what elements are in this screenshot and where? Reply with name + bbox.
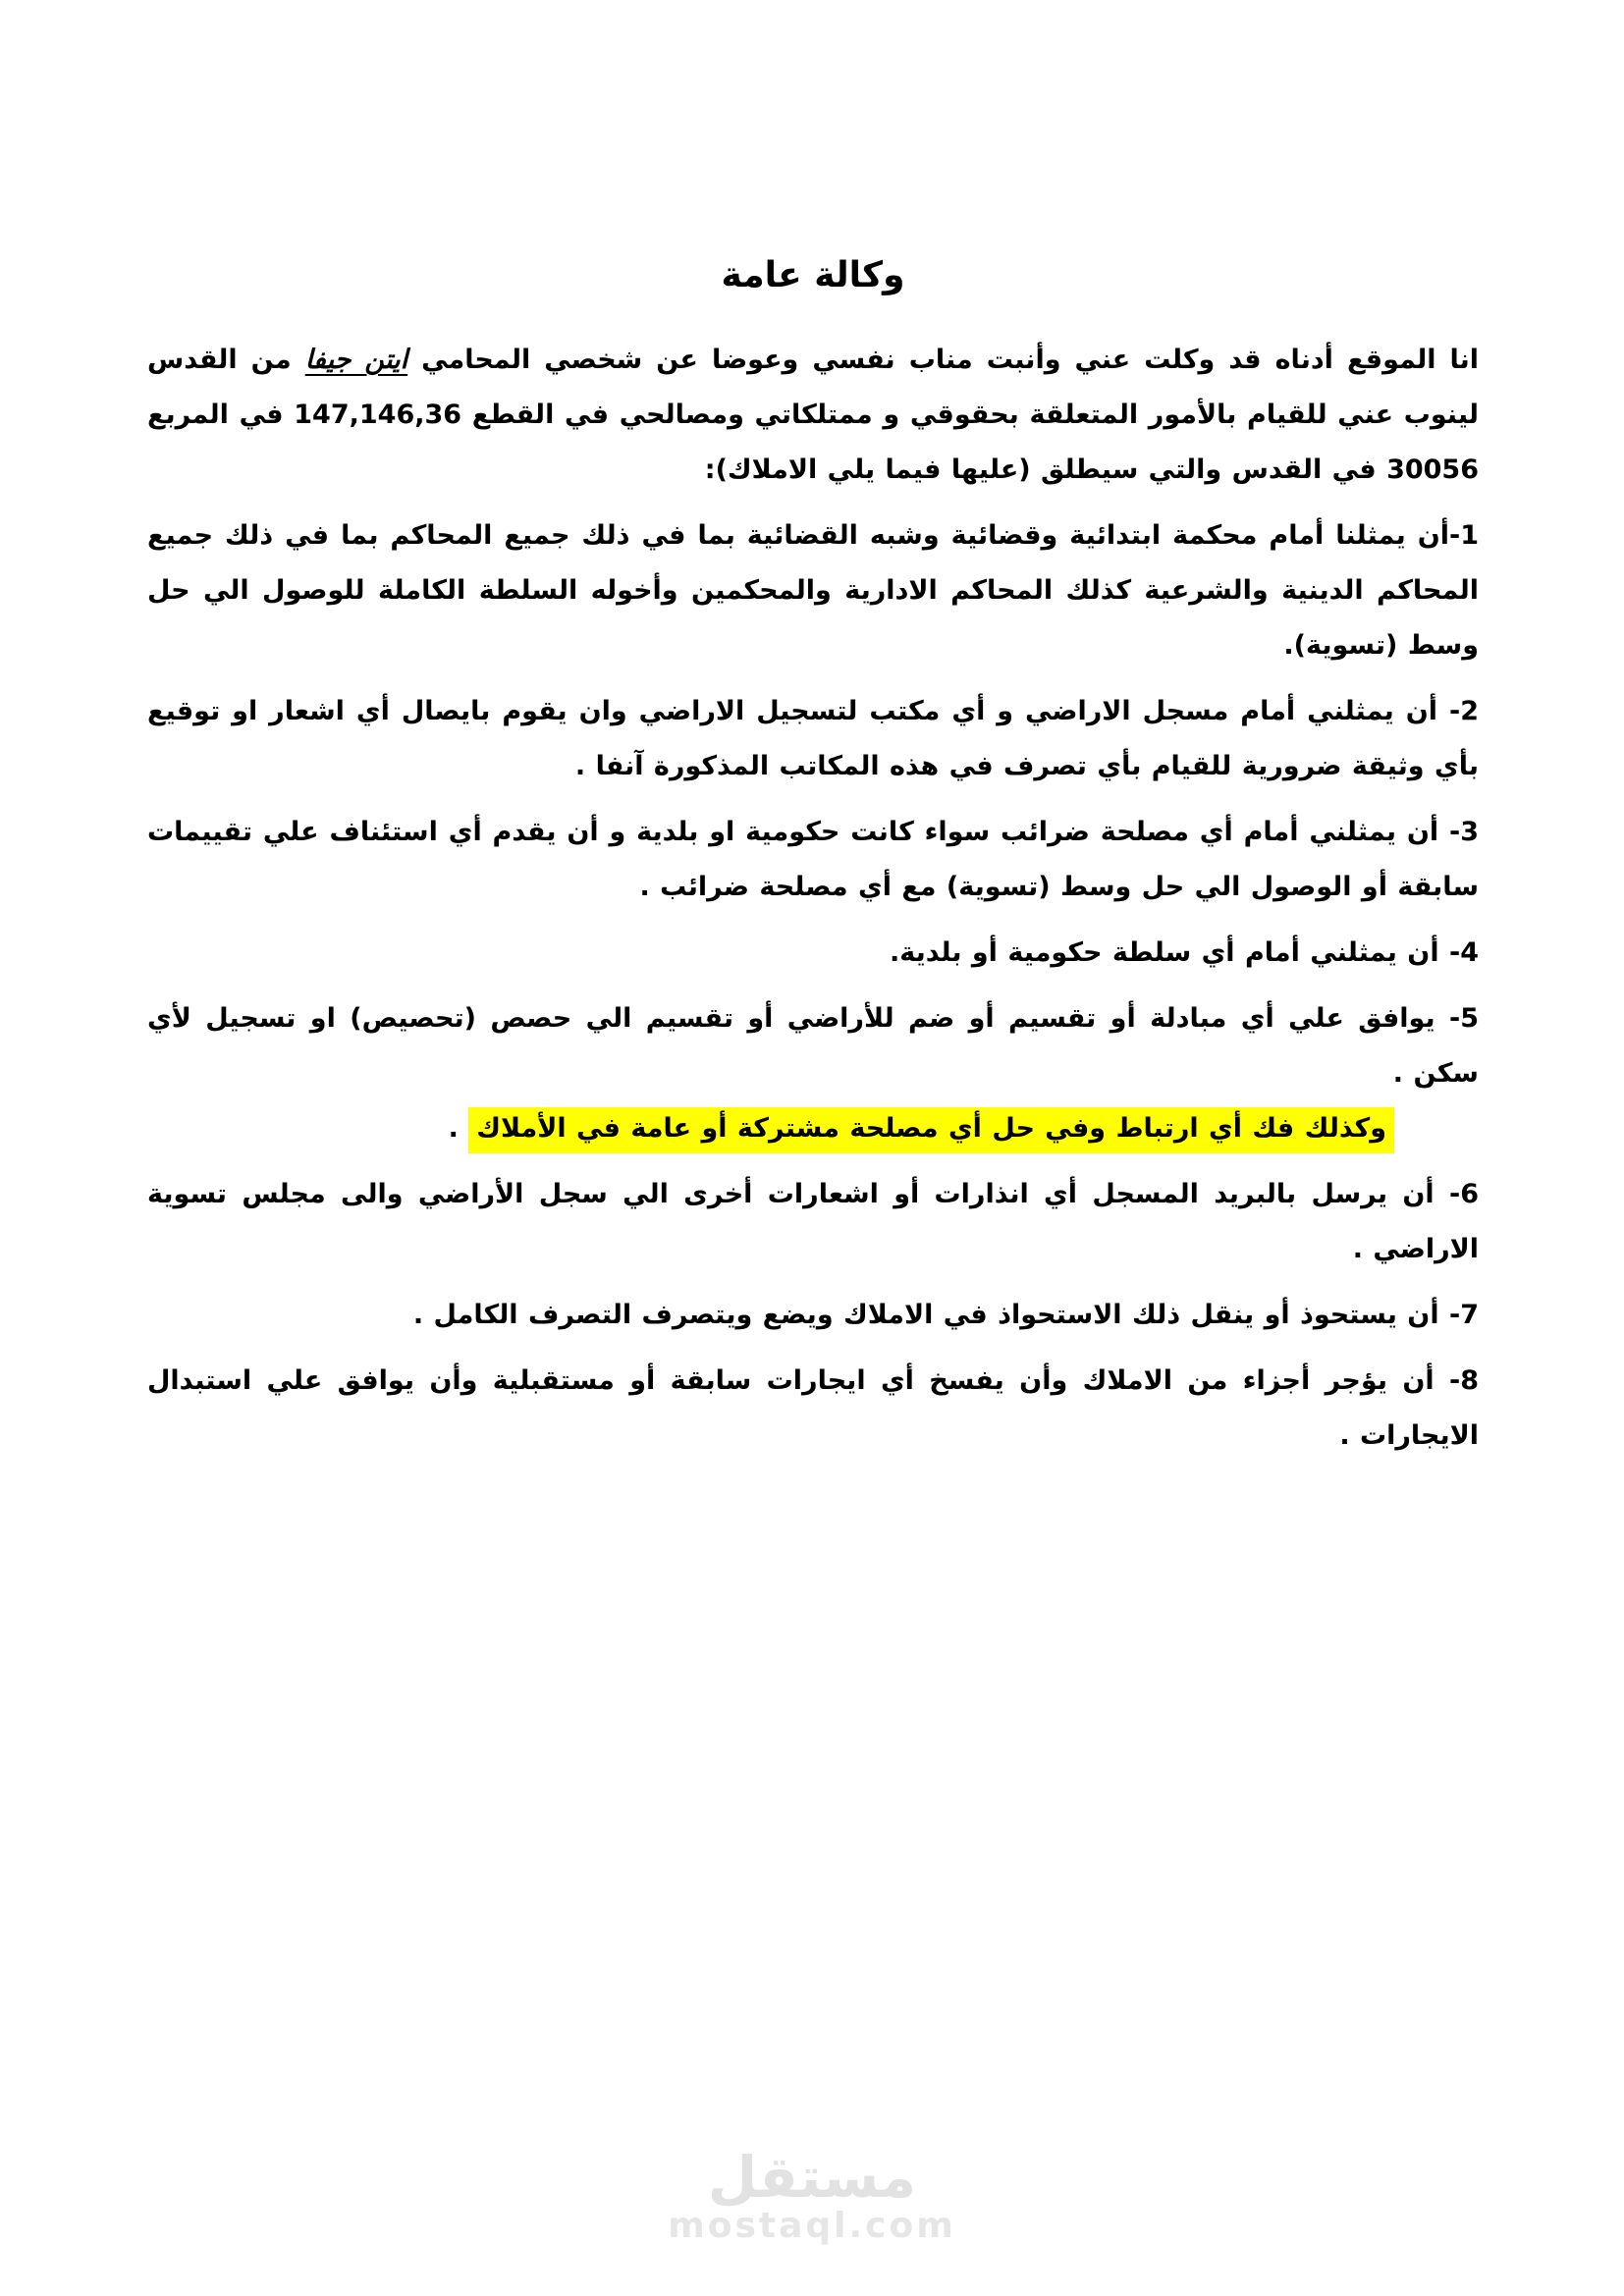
highlighted-text: وكذلك فك أي ارتباط وفي حل أي مصلحة مشتركة أو عامة في الأملاك	[468, 1107, 1394, 1153]
lawyer-name: ايتن جيفا	[304, 345, 408, 375]
clause-4: 4- أن يمثلني أمام أي سلطة حكومية أو بلدية.	[889, 937, 1479, 968]
clause-7: 7- أن يستحوذ أو ينقل ذلك الاستحواذ في الاملاك ويضع ويتصرف التصرف الكامل .	[412, 1300, 1479, 1330]
clause-5-after-highlight: .	[448, 1113, 469, 1144]
clause-1: 1-أن يمثلنا أمام محكمة ابتدائية وقضائية وشبه القضائية بما في ذلك جميع المحاكم بما في ذلك جميع المحاكم الدينية والشرعية كذلك المحاكم الادارية والمحكمين وأخوله السلطة الكاملة للوصول الي حل وسط (تسوية).	[147, 520, 1479, 661]
mostaql-logo: مستقل	[707, 2144, 917, 2211]
clause-5-highlight-line	[147, 1101, 1479, 1156]
document-content	[147, 247, 1479, 1474]
mostaql-domain: mostaql.com	[668, 2206, 956, 2246]
intro-paragraph	[147, 333, 1479, 498]
intro-text-before-name: انا الموقع أدناه قد وكلت عني وأنبت مناب نفسي وعوضا عن شخصي المحامي	[407, 345, 1480, 375]
clause-8: 8- أن يؤجر أجزاء من الاملاك وأن يفسخ أي ايجارات سابقة أو مستقبلية وأن يوافق علي استبدال الايجارات .	[147, 1365, 1479, 1451]
clause-6: 6- أن يرسل بالبريد المسجل أي انذارات أو اشعارات أخرى الي سجل الأراضي والى مجلس تسوية الاراضي .	[147, 1179, 1479, 1264]
intro-text-between-numbers: في المربع	[147, 400, 295, 430]
plot-numbers: 147,146,36	[294, 400, 462, 430]
block-number: 30056	[1386, 454, 1479, 485]
clause-3: 3- أن يمثلني أمام أي مصلحة ضرائب سواء كانت حكومية او بلدية و أن يقدم أي استئناف علي تقييمات سابقة أو الوصول الي حل وسط (تسوية) مع أي مصلحة ضرائب .	[147, 817, 1479, 902]
clause-2: 2- أن يمثلني أمام مسجل الاراضي و أي مكتب لتسجيل الاراضي وان يقوم بايصال أي اشعار او توقيع بأي وثيقة ضرورية للقيام بأي تصرف في هذه المكاتب المذكورة آنفا .	[147, 696, 1479, 781]
clause-5	[147, 991, 1479, 1156]
intro-text-after-numbers: في القدس والتي سيطلق (عليها فيما يلي الاملاك):	[704, 454, 1387, 485]
clause-5-text: 5- يوافق علي أي مبادلة أو تقسيم أو ضم للأراضي أو تقسيم الي حصص (تحصيص) او تسجيل لأي سكن .	[147, 1003, 1479, 1089]
intro-text-after-name: من القدس لينوب عني للقيام بالأمور المتعلقة بحقوقي و ممتلكاتي ومصالحي في القطع	[147, 345, 1479, 430]
page-title: وكالة عامة	[721, 255, 905, 295]
mostaql-watermark	[668, 2144, 956, 2246]
